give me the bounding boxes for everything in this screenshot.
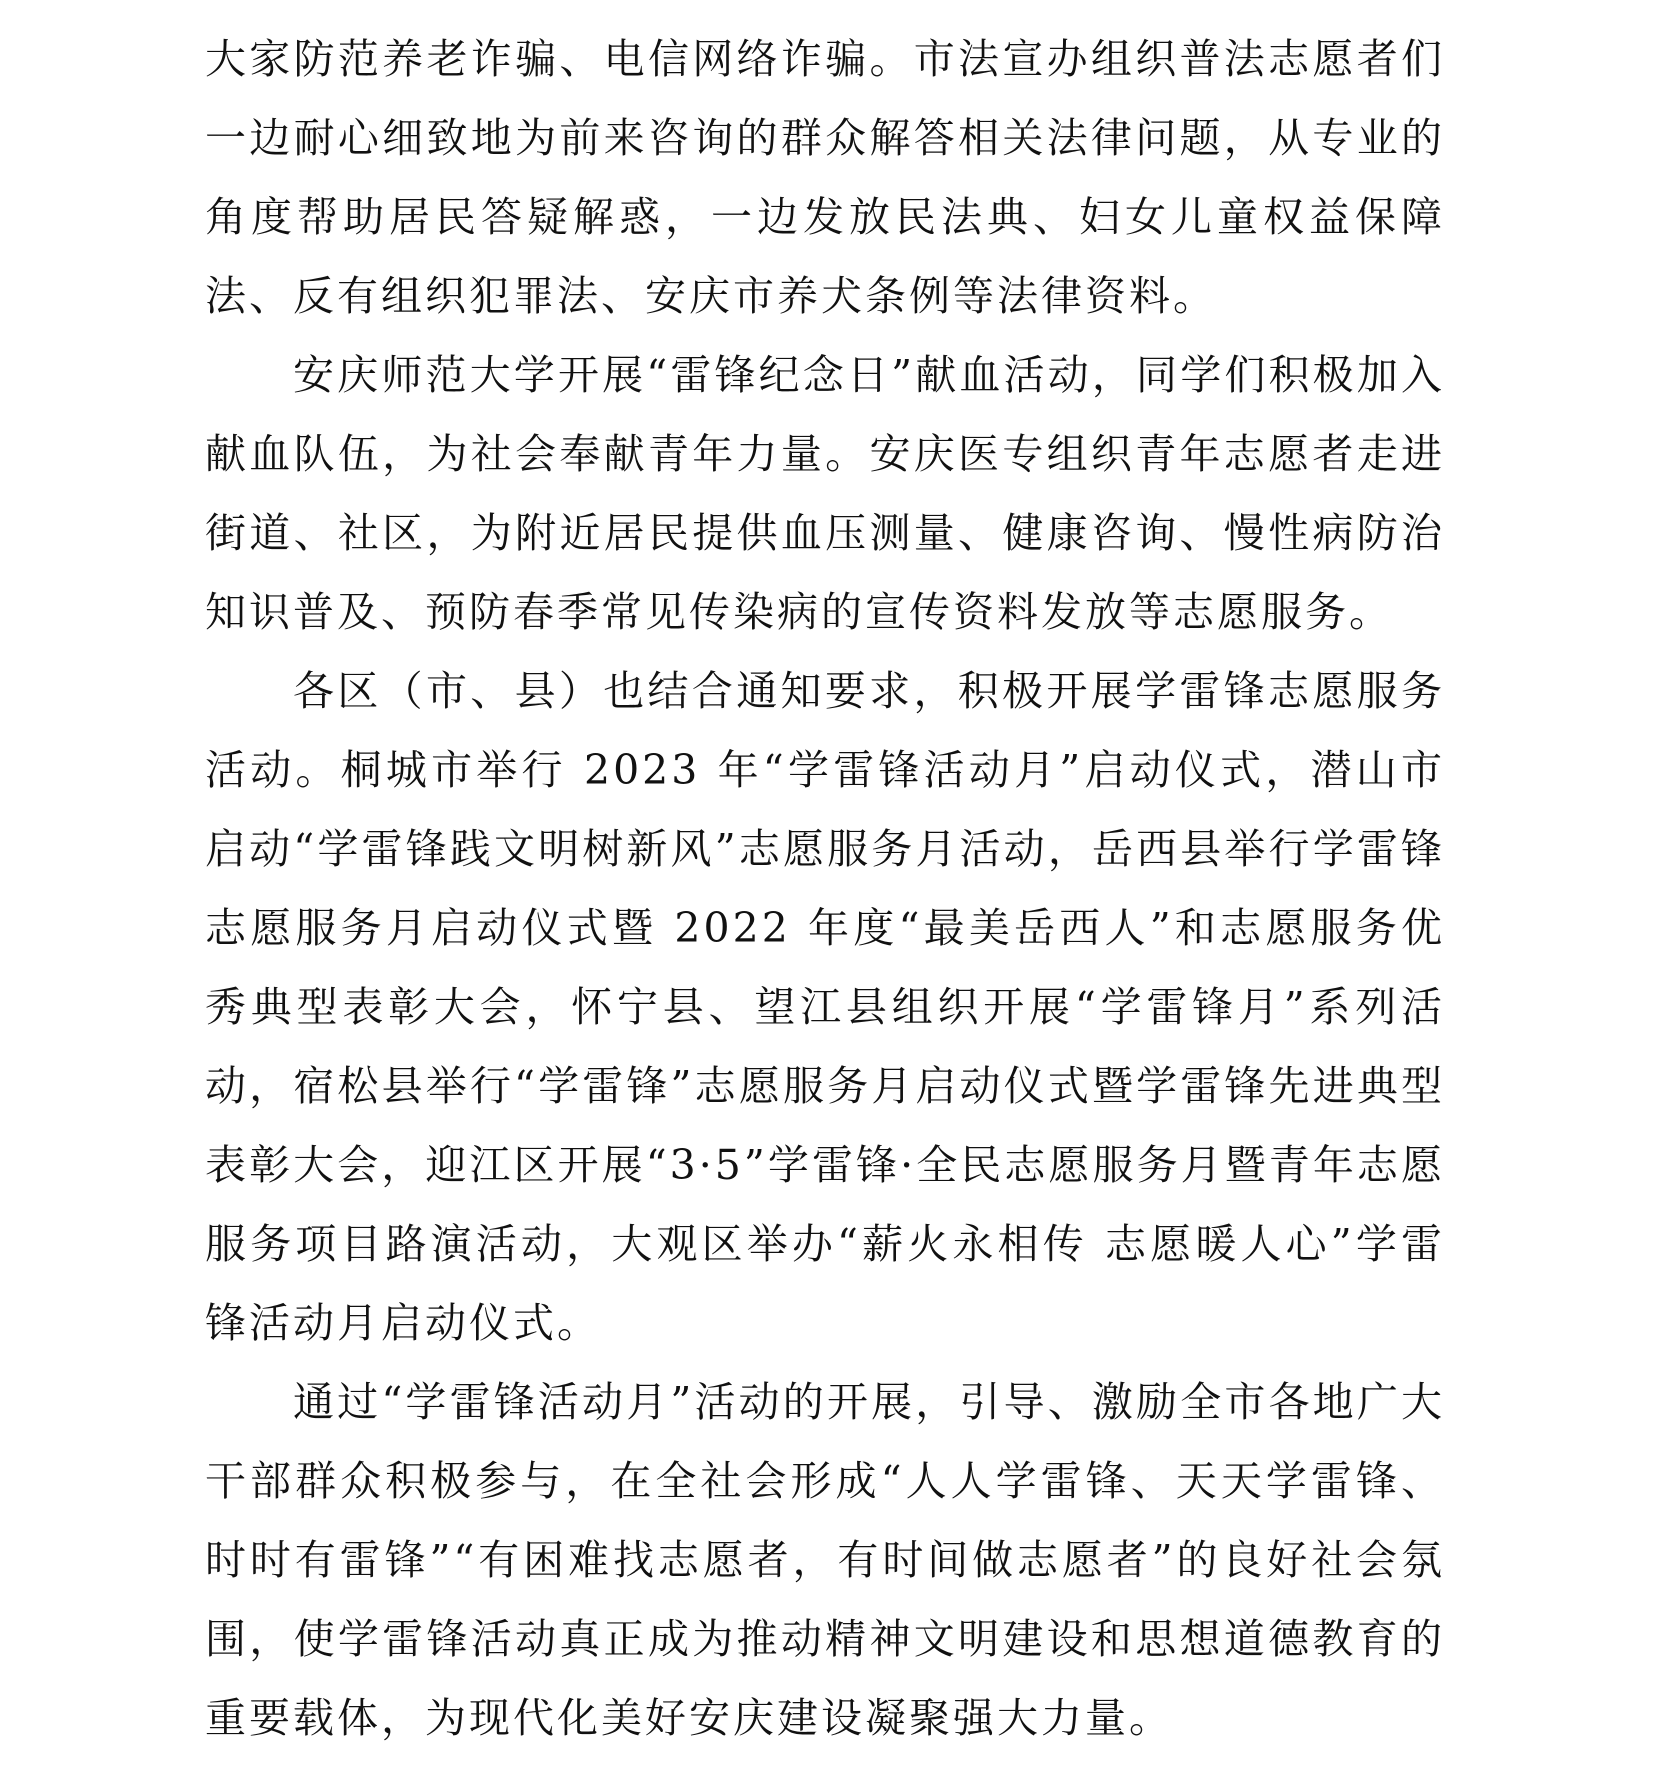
document-page <box>205 20 1445 1758</box>
paragraph-legal-education: 大家防范养老诈骗、电信网络诈骗。市法宣办组织普法志愿者们一边耐心细致地为前来咨询的群众解答相关法律问题，从专业的角度帮助居民答疑解惑，一边发放民法典、妇女儿童权益保障法、反有组织犯罪法、安庆市养犬条例等法律资料。 <box>205 35 1445 320</box>
paragraph-district-activities: 各区（市、县）也结合通知要求，积极开展学雷锋志愿服务活动。桐城市举行 2023 年“学雷锋活动月”启动仪式，潜山市启动“学雷锋践文明树新风”志愿服务月活动，岳西县举行学雷锋志愿服务月启动仪式暨 2022 年度“最美岳西人”和志愿服务优秀典型表彰大会，怀宁县、望江县组织开展“学雷锋月”系列活动，宿松县举行“学雷锋”志愿服务月启动仪式暨学雷锋先进典型表彰大会，迎江区开展“3·5”学雷锋·全民志愿服务月暨青年志愿服务项目路演活动，大观区举办“薪火永相传 志愿暖人心”学雷锋活动月启动仪式。 <box>205 667 1445 1347</box>
paragraph-blood-donation: 安庆师范大学开展“雷锋纪念日”献血活动，同学们积极加入献血队伍，为社会奉献青年力量。安庆医专组织青年志愿者走进街道、社区，为附近居民提供血压测量、健康咨询、慢性病防治知识普及、预防春季常见传染病的宣传资料发放等志愿服务。 <box>205 351 1445 636</box>
paragraph-conclusion: 通过“学雷锋活动月”活动的开展，引导、激励全市各地广大干部群众积极参与，在全社会形成“人人学雷锋、天天学雷锋、时时有雷锋”“有困难找志愿者，有时间做志愿者”的良好社会氛围，使学雷锋活动真正成为推动精神文明建设和思想道德教育的重要载体，为现代化美好安庆建设凝聚强大力量。 <box>205 1378 1445 1742</box>
